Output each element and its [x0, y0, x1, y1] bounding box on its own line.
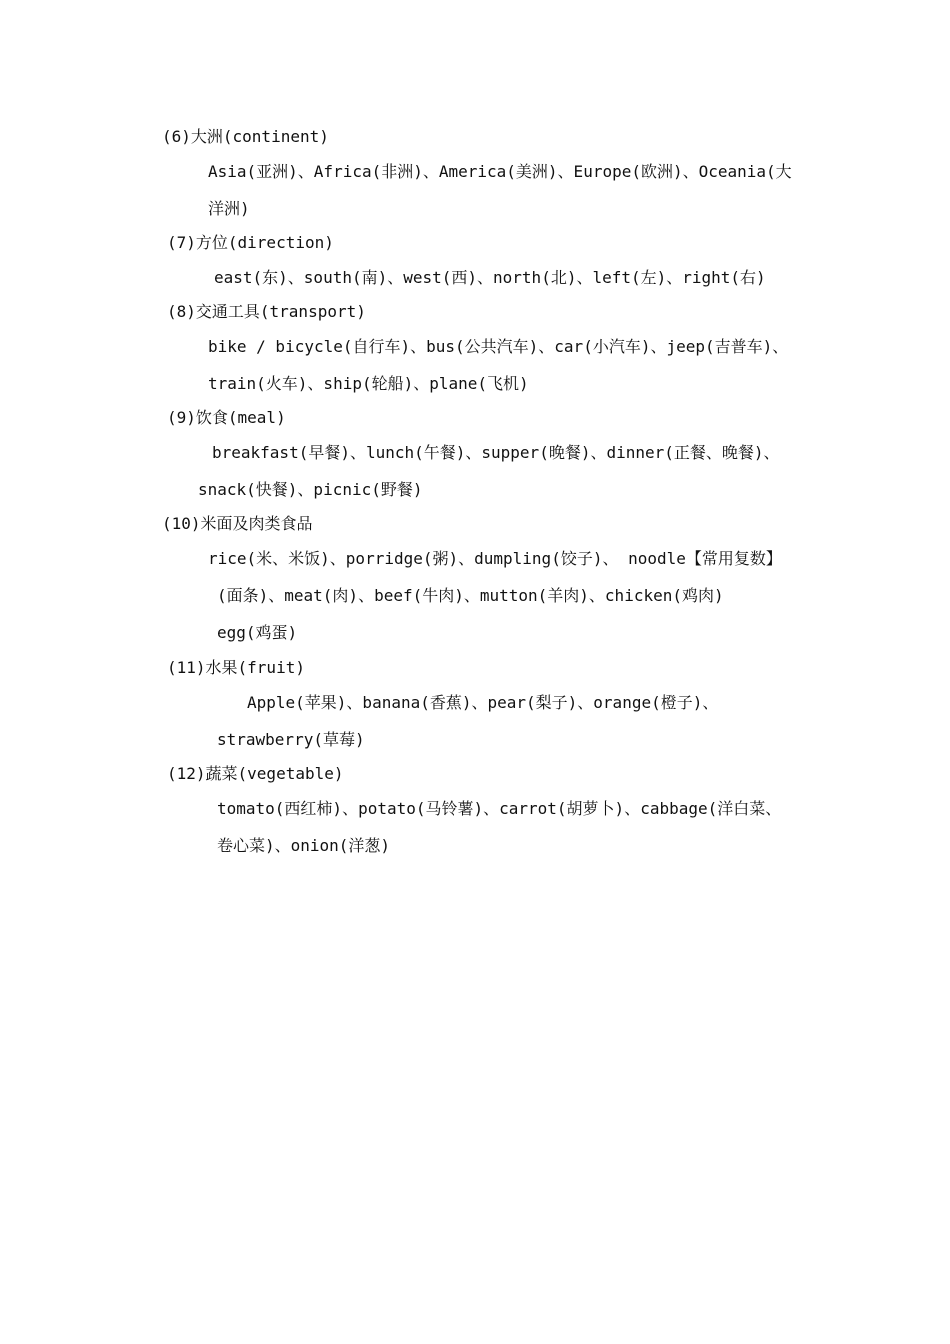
staple-meat-line-3: egg(鸡蛋) — [217, 623, 298, 642]
meal-line-1: breakfast(早餐)、lunch(午餐)、supper(晚餐)、dinner(正餐、晚餐)、 — [212, 443, 780, 462]
direction-line-1: east(东)、south(南)、west(西)、north(北)、left(左)、right(右) — [214, 268, 766, 287]
section-heading-direction: (7)方位(direction) — [167, 233, 334, 252]
transport-line-2: train(火车)、ship(轮船)、plane(飞机) — [208, 374, 529, 393]
section-heading-staple-meat: (10)米面及肉类食品 — [162, 514, 313, 533]
meal-line-2: snack(快餐)、picnic(野餐) — [198, 480, 423, 499]
staple-meat-line-1: rice(米、米饭)、porridge(粥)、dumpling(饺子)、 noodle【常用复数】 — [208, 549, 782, 568]
section-heading-continent: (6)大洲(continent) — [162, 127, 329, 146]
fruit-line-2: strawberry(草莓) — [217, 730, 365, 749]
fruit-line-1: Apple(苹果)、banana(香蕉)、pear(梨子)、orange(橙子)、 — [247, 693, 719, 712]
section-heading-fruit: (11)水果(fruit) — [167, 658, 305, 677]
continent-line-1: Asia(亚洲)、Africa(非洲)、America(美洲)、Europe(欧洲)、Oceania(大 — [208, 162, 792, 181]
section-heading-transport: (8)交通工具(transport) — [167, 302, 366, 321]
vegetable-line-2: 卷心菜)、onion(洋葱) — [217, 836, 391, 855]
staple-meat-line-2: (面条)、meat(肉)、beef(牛肉)、mutton(羊肉)、chicken(鸡肉) — [217, 586, 724, 605]
transport-line-1: bike / bicycle(自行车)、bus(公共汽车)、car(小汽车)、jeep(吉普车)、 — [208, 337, 789, 356]
section-heading-vegetable: (12)蔬菜(vegetable) — [167, 764, 344, 783]
section-heading-meal: (9)饮食(meal) — [167, 408, 286, 427]
vegetable-line-1: tomato(西红柿)、potato(马铃薯)、carrot(胡萝卜)、cabbage(洋白菜、 — [217, 799, 782, 818]
continent-line-2: 洋洲) — [208, 199, 250, 218]
